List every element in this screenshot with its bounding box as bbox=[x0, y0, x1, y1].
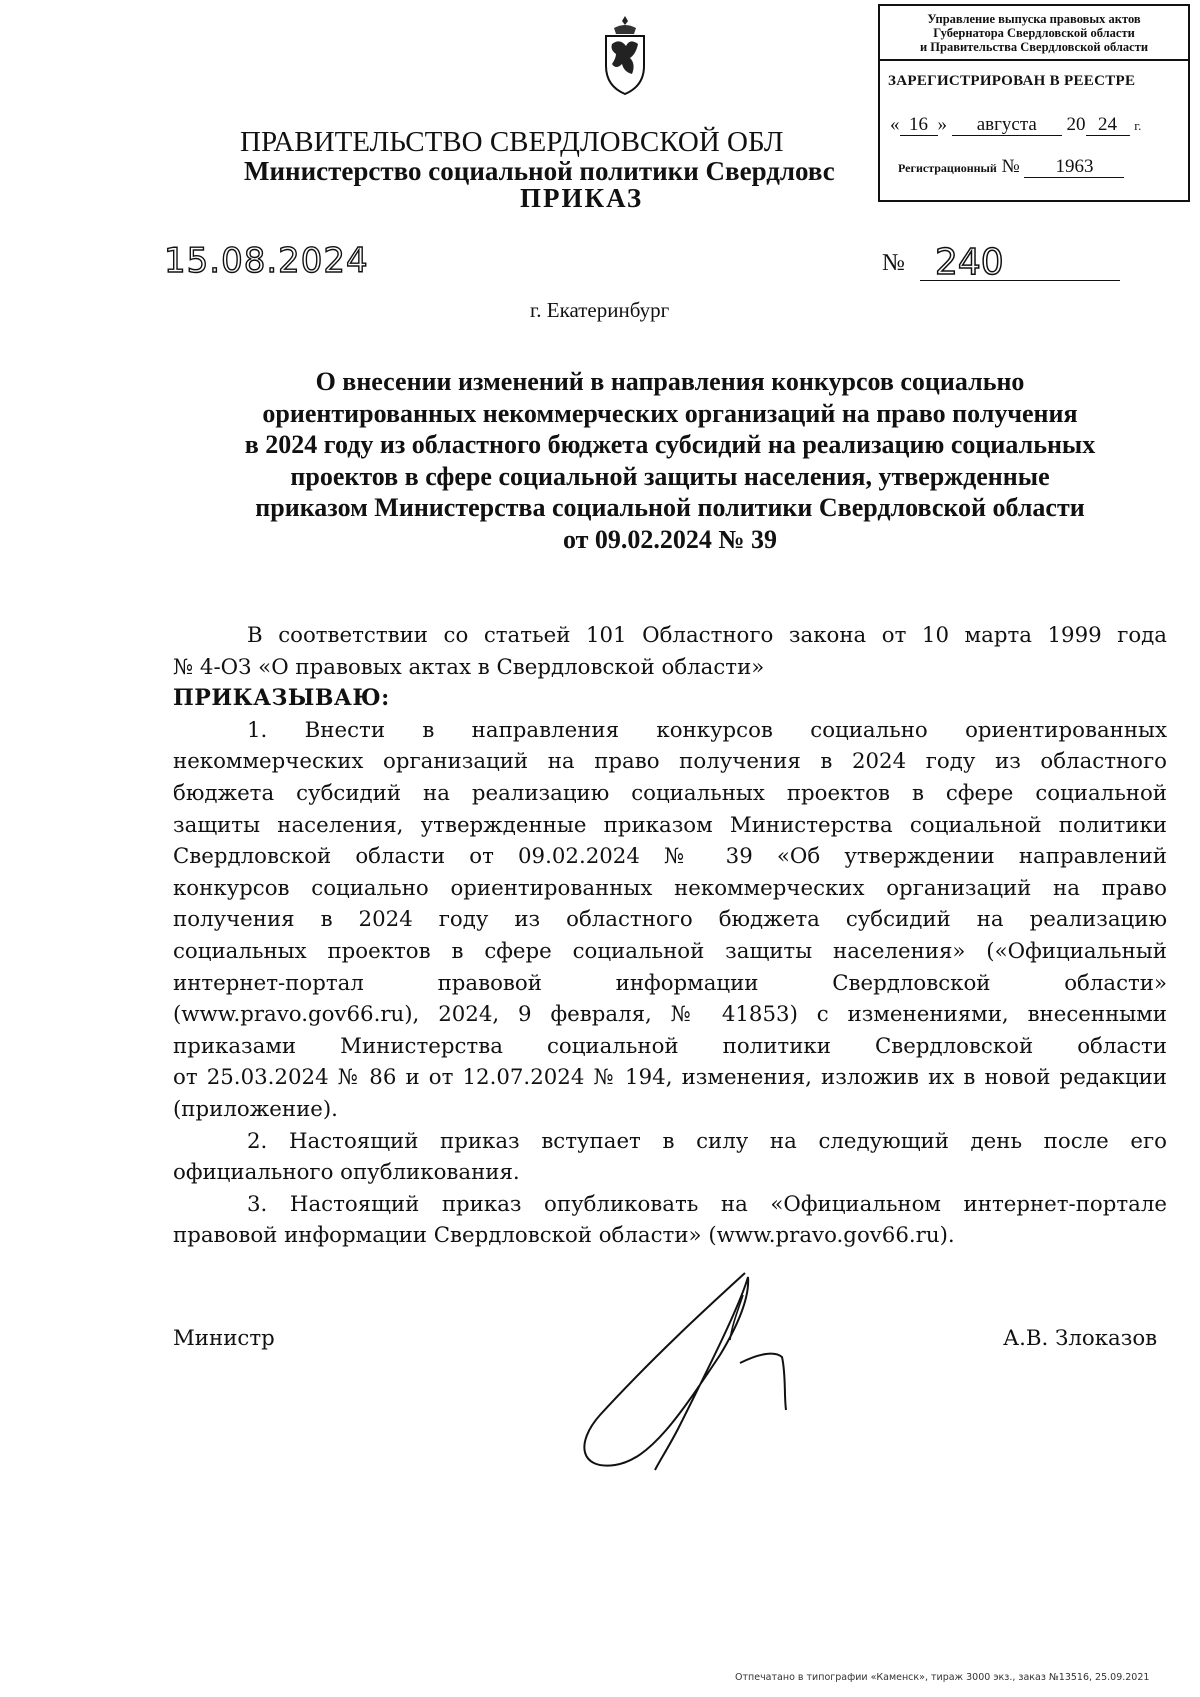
body-line: 3. Настоящий приказ опубликовать на «Официальном интернет-портале bbox=[247, 1191, 1167, 1217]
handwritten-order-number bbox=[935, 238, 1035, 282]
handwritten-date bbox=[162, 240, 382, 280]
body-line: интернет-портал правовой информации Свердловской области» bbox=[173, 970, 1167, 996]
handwritten-signature bbox=[560, 1265, 860, 1475]
body-line: защиты населения, утвержденные приказом Министерства социальной политики bbox=[173, 812, 1167, 838]
registry-number-value: 1963 bbox=[1024, 157, 1124, 178]
body-line: (www.pravo.gov66.ru), 2024, 9 февраля, № 41853) с изменениями, внесенными bbox=[173, 1002, 1167, 1028]
body-line: № 4-ОЗ «О правовых актах в Свердловской области» bbox=[173, 654, 765, 680]
body-line: конкурсов социально ориентированных некоммерческих организаций на право bbox=[173, 875, 1167, 901]
body-line: правовой информации Свердловской области» (www.pravo.gov66.ru). bbox=[173, 1223, 955, 1249]
registry-day: 16 bbox=[900, 115, 938, 136]
body-line: бюджета субсидий на реализацию социальных проектов в сфере социальной bbox=[173, 780, 1167, 806]
body-line: официального опубликования. bbox=[173, 1160, 520, 1186]
body-line: (приложение). bbox=[173, 1096, 338, 1122]
city: г. Екатеринбург bbox=[530, 298, 670, 322]
body-line: от 25.03.2024 № 86 и от 12.07.2024 № 194, изменения, изложив их в новой редакции bbox=[173, 1065, 1167, 1091]
registry-issuer: Управление выпуска правовых актов Губернатора Свердловской области и Правительства Свердловской области bbox=[880, 6, 1188, 61]
body-line: Свердловской области от 09.02.2024 № 39 «Об утверждении направлений bbox=[173, 844, 1167, 870]
registry-stamp bbox=[878, 4, 1190, 202]
svg-text:240: 240 bbox=[935, 242, 1004, 282]
body-line: 1. Внести в направления конкурсов социально ориентированных bbox=[247, 717, 1167, 743]
body-line: социальных проектов в сфере социальной защиты населения» («Официальный bbox=[173, 938, 1167, 964]
document-type: ПРИКАЗ bbox=[520, 183, 644, 213]
order-directive: ПРИКАЗЫВАЮ: bbox=[173, 685, 390, 712]
body-line: получения в 2024 году из областного бюджета субсидий на реализацию bbox=[173, 907, 1167, 933]
registry-year: 24 bbox=[1086, 115, 1130, 136]
registry-number: Регистрационный № 1963 bbox=[880, 136, 1188, 178]
print-footer: Отпечатано в типографии «Каменск», тираж 3000 экз., заказ №13516, 25.09.2021 bbox=[735, 1672, 1150, 1683]
registry-month: августа bbox=[952, 115, 1062, 136]
body-line: приказами Министерства социальной политики Свердловской области bbox=[173, 1033, 1167, 1059]
body-line: некоммерческих организаций на право получения в 2024 году из областного bbox=[173, 749, 1167, 775]
ministry-heading: Министерство социальной политики Свердловс bbox=[244, 156, 835, 186]
registry-date: « 16 » августа 20 24 г. bbox=[890, 114, 1142, 135]
signatory-name: А.В. Злоказов bbox=[1003, 1326, 1158, 1351]
registry-label: ЗАРЕГИСТРИРОВАН В РЕЕСТРЕ bbox=[888, 73, 1136, 89]
government-heading: ПРАВИТЕЛЬСТВО СВЕРДЛОВСКОЙ ОБЛ bbox=[240, 126, 784, 158]
order-number-sign: № bbox=[882, 250, 905, 276]
body-line: В соответствии со статьей 101 Областного закона от 10 марта 1999 года bbox=[247, 623, 1167, 648]
document-title: О внесении изменений в направления конкурсов социально ориентированных некоммерческих организаций на право получения в 2024 году из областного бюджета субсидий на реализацию социальных проектов в сфере социальной защиты населения, утвержденные приказом Министерства социальной политики Свердловской области от 09.02.2024 № 39 bbox=[244, 367, 1096, 554]
svg-text:15.08.2024: 15.08.2024 bbox=[164, 241, 369, 280]
body-line: 2. Настоящий приказ вступает в силу на следующий день после его bbox=[247, 1128, 1167, 1154]
document-body bbox=[173, 620, 1167, 1252]
coat-of-arms-icon bbox=[600, 14, 650, 98]
signatory-position: Министр bbox=[173, 1326, 275, 1351]
